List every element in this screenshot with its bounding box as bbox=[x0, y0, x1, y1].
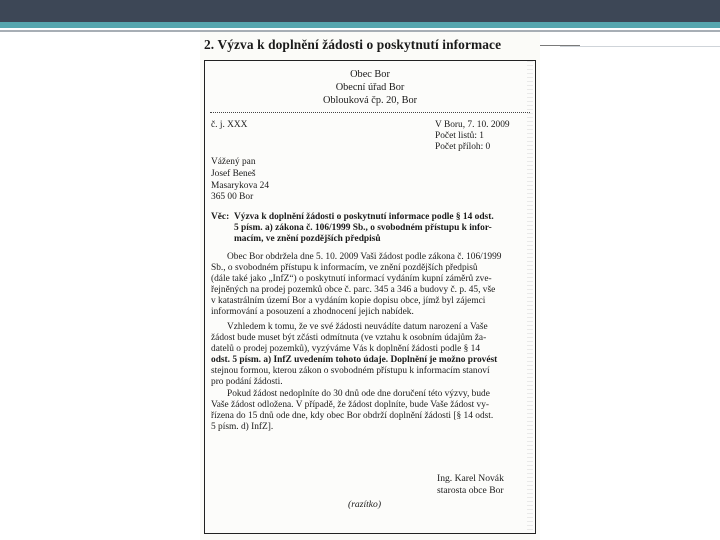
letterhead-divider bbox=[210, 112, 530, 114]
signature-name: Ing. Karel Novák bbox=[437, 473, 504, 484]
paragraph-line: Obec Bor obdržela dne 5. 10. 2009 Vaši žádost podle zákona č. 106/1999 bbox=[227, 252, 502, 262]
subject-line: macím, ve znění pozdějších předpisů bbox=[234, 234, 381, 244]
stamp-note: (razítko) bbox=[348, 499, 382, 510]
slide-accent-bar bbox=[0, 22, 720, 28]
slide-top-bar bbox=[0, 0, 720, 22]
paragraph-line: 5 písm. d) InfZ]. bbox=[211, 422, 274, 433]
signature-block bbox=[437, 473, 537, 496]
place-date: V Boru, 7. 10. 2009 bbox=[435, 120, 510, 130]
letterhead-line: Obecní úřad Bor bbox=[335, 82, 405, 93]
paragraph-line: Vaše žádost odložena. V případě, že žádost doplníte, bude Vaše žádost vy- bbox=[211, 400, 490, 411]
paragraph-line: pro podání žádosti. bbox=[211, 377, 283, 388]
reference-number: č. j. XXX bbox=[211, 120, 248, 130]
paragraph-line: Pokud žádost nedoplníte do 30 dnů ode dne doručení této výzvy, bude bbox=[227, 389, 490, 399]
paragraph-line: datelů o prodej pozemků), vyzýváme Vás k doplnění žádosti podle § 14 bbox=[211, 344, 481, 355]
paragraph-line: (dále také jako „InfZ“) o poskytnutí informací vydáním kupní záměrů zve- bbox=[211, 274, 492, 285]
paragraph-line: odst. 5 písm. a) InfZ uvedením tohoto údaje. Doplnění je možno provést bbox=[211, 355, 498, 366]
paragraph-1 bbox=[211, 252, 531, 319]
paragraph-line: Sb., o svobodném přístupu k informacím, ve znění pozdějších předpisů bbox=[211, 263, 478, 274]
letter-frame bbox=[204, 60, 536, 534]
subject-line: 5 písm. a) zákona č. 106/1999 Sb., o svobodném přístupu k infor- bbox=[234, 223, 492, 233]
recipient-street: Masarykova 24 bbox=[211, 181, 270, 191]
attachment-count: Počet příloh: 0 bbox=[435, 142, 491, 152]
paragraph-3 bbox=[211, 389, 531, 433]
document-heading: 2. Výzva k doplnění žádosti o poskytnutí informace bbox=[204, 37, 502, 52]
scanned-document bbox=[200, 32, 540, 540]
paragraph-line: v katastrálním území Bor a vydáním kopie dopisu obce, jímž byl zájemci bbox=[211, 296, 486, 307]
paragraph-line: řízena do 15 dnů ode dne, kdy obec Bor obdrží doplnění žádosti [§ 14 odst. bbox=[211, 411, 494, 422]
paragraph-line: řejněných na prodej pozemků obce č. parc. 345 a 346 a budovy č. p. 45, vše bbox=[211, 285, 496, 296]
recipient-salutation: Vážený pan bbox=[211, 157, 256, 167]
recipient-city: 365 00 Bor bbox=[211, 192, 254, 202]
signature-role: starosta obce Bor bbox=[437, 484, 504, 496]
subject-label: Věc: bbox=[211, 212, 230, 222]
letterhead-line: Oblouková čp. 20, Bor bbox=[322, 95, 418, 106]
letterhead bbox=[205, 68, 535, 107]
slide-rule-light bbox=[560, 46, 720, 47]
recipient-name: Josef Beneš bbox=[211, 169, 256, 179]
page-count: Počet listů: 1 bbox=[435, 131, 484, 141]
paragraph-line: stejnou formou, kterou zákon o svobodném přístupu k informacím stanoví bbox=[211, 366, 490, 377]
paragraph-line: Vzhledem k tomu, že ve své žádosti neuvádíte datum narození a Vaše bbox=[227, 322, 488, 332]
paragraph-line: informování a posouzení a zhodnocení jejich nabídek. bbox=[211, 307, 414, 318]
paragraph-2 bbox=[211, 322, 531, 389]
letterhead-line: Obec Bor bbox=[350, 69, 390, 80]
subject-line: Výzva k doplnění žádosti o poskytnutí informace podle § 14 odst. bbox=[234, 212, 494, 222]
paragraph-line: žádost bude muset být zčásti odmítnuta (ve vztahu k osobním údajům ža- bbox=[211, 333, 487, 344]
